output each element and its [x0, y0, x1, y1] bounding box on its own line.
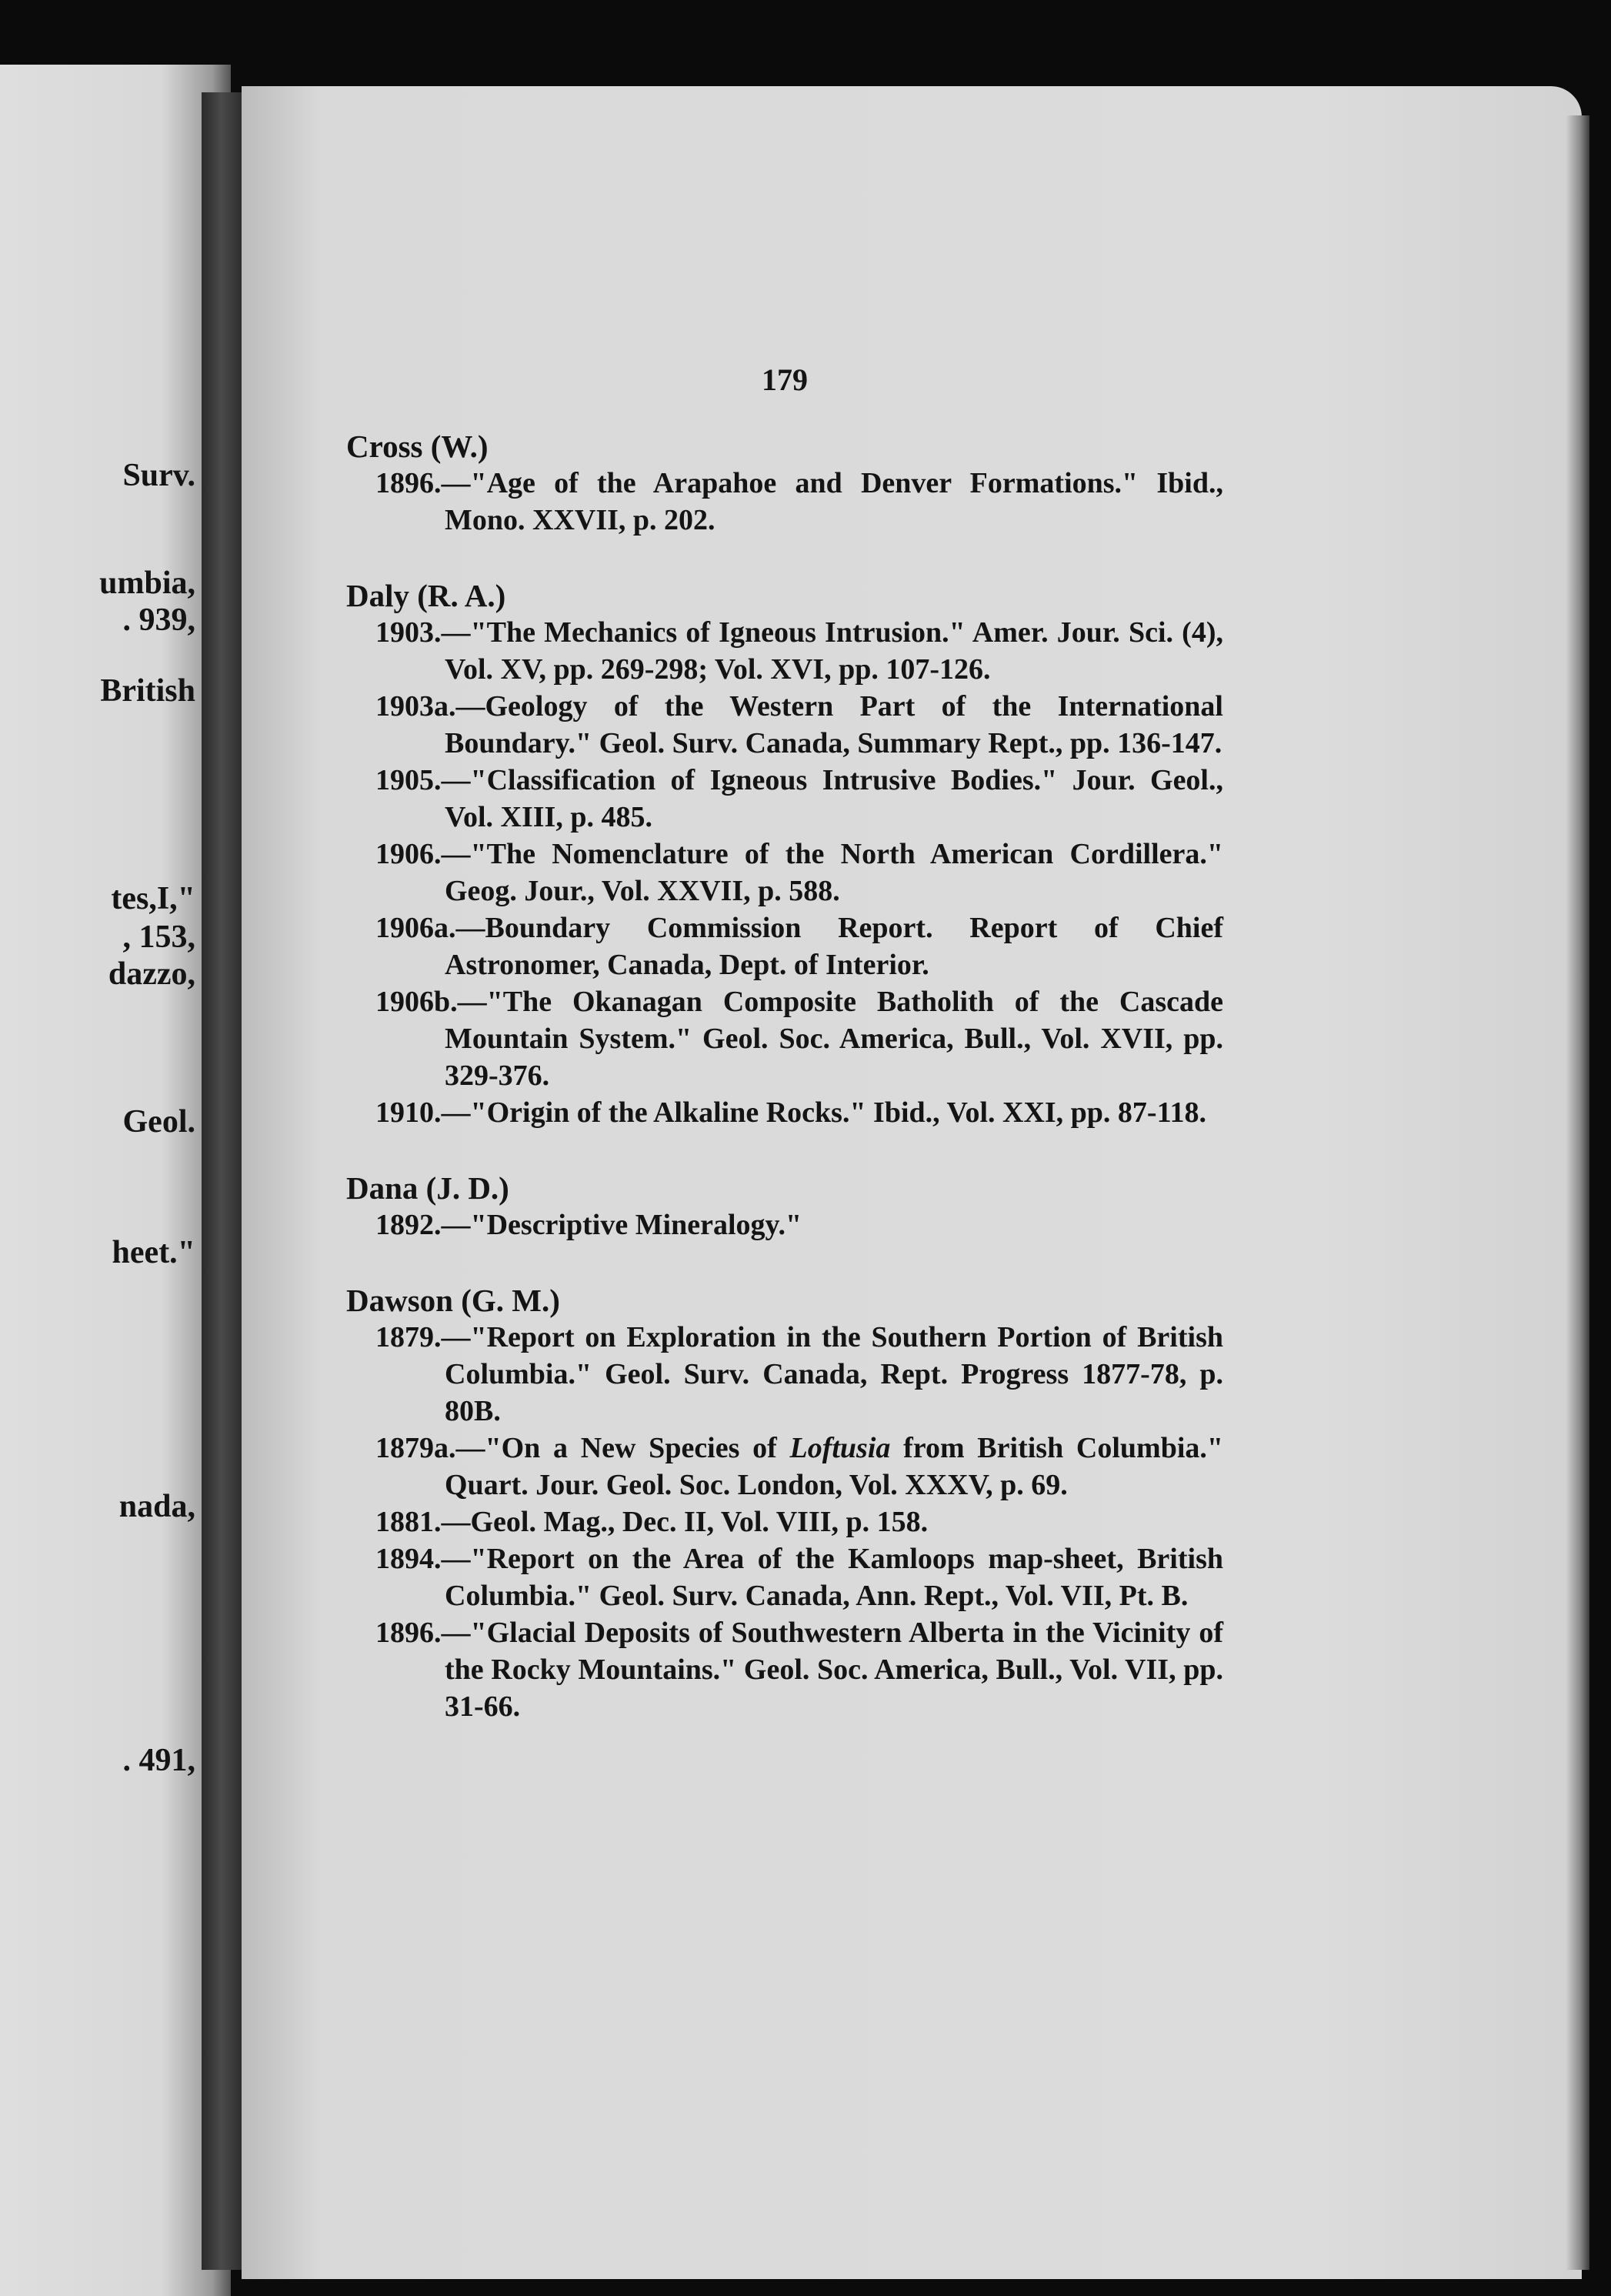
facing-page-fragment: . 939,: [122, 602, 195, 638]
facing-page: [0, 65, 231, 2296]
facing-page-fragment: dazzo,: [108, 956, 195, 992]
entry-year: 1879a.: [375, 1432, 456, 1464]
entry-year: 1906.: [375, 838, 442, 870]
bib-entry: [375, 1614, 1223, 1725]
entry-year: 1879.: [375, 1321, 442, 1353]
facing-page-fragment: British: [100, 673, 195, 709]
bib-entry: [375, 1319, 1223, 1430]
bib-entry: [375, 688, 1223, 762]
entry-text: —"Glacial Deposits of Southwestern Alberta in the Vicinity of the Rocky Mountains." Geol. Soc. America, Bull., Vol. VII, pp. 31-66.: [441, 1617, 1223, 1723]
entry-year: 1910.: [375, 1096, 442, 1129]
facing-page-fragment: Geol.: [122, 1104, 195, 1140]
bibliography: [346, 428, 1223, 1764]
bib-entry: [375, 762, 1223, 836]
entry-year: 1906a.: [375, 912, 456, 944]
facing-page-fragment: , 153,: [122, 919, 195, 955]
facing-page-fragment: nada,: [118, 1489, 195, 1524]
entry-text: —"Origin of the Alkaline Rocks." Ibid., Vol. XXI, pp. 87-118.: [441, 1096, 1206, 1129]
entry-text: —"On a New Species of: [455, 1432, 790, 1464]
bib-entry: [375, 614, 1223, 688]
bib-entry: [375, 836, 1223, 909]
entry-text: —"Descriptive Mineralogy.": [441, 1209, 802, 1241]
facing-page-fragment: tes,I,": [111, 881, 195, 916]
author-name: Dana (J. D.): [346, 1170, 509, 1206]
book-gutter: [202, 92, 242, 2270]
entry-text: —"Age of the Arapahoe and Denver Formations." Ibid., Mono. XXVII, p. 202.: [441, 467, 1223, 536]
facing-page-fragment: umbia,: [99, 566, 195, 601]
facing-page-fragment: heet.": [112, 1235, 195, 1270]
entry-text: —Geol. Mag., Dec. II, Vol. VIII, p. 158.: [441, 1506, 929, 1538]
entry-year: 1881.: [375, 1506, 442, 1538]
author-group-dana: [346, 1170, 1223, 1243]
entry-year: 1906b.: [375, 986, 458, 1018]
bib-entry: [375, 983, 1223, 1094]
bib-entry: [375, 465, 1223, 539]
entry-text: —"The Mechanics of Igneous Intrusion." Amer. Jour. Sci. (4), Vol. XV, pp. 269-298; Vol. XVI, pp. 107-126.: [441, 616, 1223, 686]
facing-page-fragment: . 491,: [122, 1743, 195, 1778]
entry-text: —Geology of the Western Part of the International Boundary." Geol. Surv. Canada, Summary Rept., pp. 136-147.: [445, 690, 1223, 759]
author-name: Dawson (G. M.): [346, 1283, 560, 1318]
entry-year: 1896.: [375, 467, 442, 499]
entry-text: —"The Okanagan Composite Batholith of the Cascade Mountain System." Geol. Soc. America, Bull., Vol. XVII, pp. 329-376.: [445, 986, 1223, 1092]
entry-year: 1894.: [375, 1543, 442, 1575]
bib-entry: [375, 1206, 1223, 1243]
entry-italic-species: Loftusia: [789, 1432, 891, 1464]
entry-year: 1892.: [375, 1209, 442, 1241]
entry-text: —"The Nomenclature of the North American Cordillera." Geog. Jour., Vol. XXVII, p. 588.: [441, 838, 1223, 907]
facing-page-fragment: Surv.: [122, 458, 195, 493]
entry-text: —"Report on Exploration in the Southern Portion of British Columbia." Geol. Surv. Canada, Rept. Progress 1877-78, p. 80B.: [441, 1321, 1223, 1427]
bib-entry: [375, 1540, 1223, 1614]
entry-text: —"Report on the Area of the Kamloops map-sheet, British Columbia." Geol. Surv. Canada, Ann. Rept., Vol. VII, Pt. B.: [441, 1543, 1223, 1612]
entry-year: 1905.: [375, 764, 442, 796]
bib-entry: [375, 1503, 1223, 1540]
entry-text: from British Columbia." Quart. Jour. Geol. Soc. London, Vol. XXXV, p. 69.: [445, 1432, 1224, 1501]
author-group-dawson: [346, 1282, 1223, 1725]
entry-text: —"Classification of Igneous Intrusive Bodies." Jour. Geol., Vol. XIII, p. 485.: [441, 764, 1223, 833]
author-group-daly: [346, 577, 1223, 1131]
entry-year: 1903.: [375, 616, 442, 649]
page-number: 179: [762, 362, 808, 397]
page-edge: [1566, 115, 1589, 2270]
entry-text: —Boundary Commission Report. Report of Chief Astronomer, Canada, Dept. of Interior.: [445, 912, 1223, 981]
bib-entry: [375, 1094, 1223, 1131]
entry-year: 1896.: [375, 1617, 442, 1649]
author-name: Cross (W.): [346, 429, 489, 464]
author-group-cross: [346, 428, 1223, 539]
bib-entry: [375, 1430, 1223, 1503]
bib-entry: [375, 909, 1223, 983]
entry-year: 1903a.: [375, 690, 456, 723]
author-name: Daly (R. A.): [346, 578, 506, 613]
